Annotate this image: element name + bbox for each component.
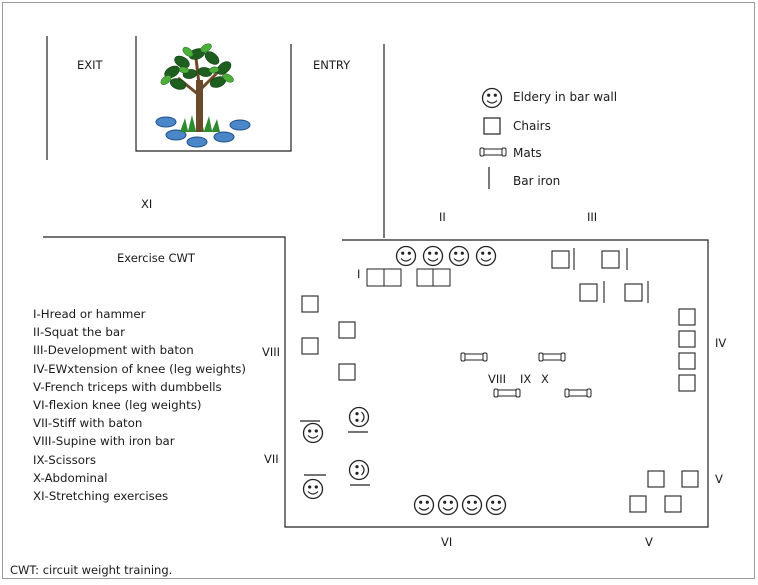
entry-label: ENTRY: [313, 58, 351, 72]
station-label-viii-mid: VIII: [488, 372, 507, 386]
station-label-vi: VI: [441, 535, 453, 549]
chair-square-icon: [484, 118, 500, 134]
station-label-v-right: V: [715, 472, 723, 486]
exercise-item: VII-Stiff with baton: [33, 416, 143, 431]
exercise-item: IV-EWxtension of knee (leg weights): [33, 361, 247, 376]
pond: [187, 137, 207, 147]
legend-chairs-label: Chairs: [513, 119, 551, 133]
station-i-chairs: [367, 269, 450, 286]
area-xi-label: XI: [141, 197, 153, 211]
station-iv-chairs: [679, 309, 695, 391]
exercise-item: IX-Scissors: [33, 452, 96, 467]
legend-mats-label: Mats: [513, 146, 542, 160]
tree-icon: [156, 42, 250, 147]
station-label-iv: IV: [715, 336, 727, 350]
exercise-item: VIII-Supine with iron bar: [33, 434, 175, 449]
station-iii-equipment: [552, 248, 648, 303]
station-viii-chairs: [302, 296, 355, 380]
exercise-list-title: Exercise CWT: [117, 251, 195, 265]
pond: [156, 117, 176, 127]
exercise-item: XI-Stretching exercises: [33, 488, 169, 503]
exercise-item: II-Squat the bar: [33, 325, 125, 340]
station-label-i: I: [357, 267, 361, 281]
exercise-item: V-French triceps with dumbbells: [33, 379, 222, 394]
pond: [214, 132, 234, 142]
mat-icon: [480, 148, 506, 156]
footnote: CWT: circuit weight training.: [10, 563, 173, 577]
exercise-item: VI-flexion knee (leg weights): [33, 397, 202, 412]
station-label-viii-left: VIII: [262, 345, 281, 359]
legend-bar-iron-label: Bar iron: [513, 174, 561, 188]
station-label-x: X: [541, 372, 549, 386]
legend-elderly-label: Eldery in bar wall: [513, 90, 618, 104]
smiley-face-icon: [483, 89, 502, 108]
elderly-top-row: [397, 247, 496, 266]
elderly-bottom-row: [415, 496, 506, 515]
exercise-item: X-Abdominal: [33, 470, 108, 485]
pond: [230, 120, 250, 130]
station-label-vii: VII: [264, 452, 279, 466]
exercise-item: III-Development with baton: [33, 343, 194, 358]
station-label-ix: IX: [520, 372, 532, 386]
exercise-list: [33, 305, 246, 505]
station-vii-elderly: [300, 408, 370, 499]
station-label-v-bottom: V: [645, 535, 653, 549]
exercise-item: I-Hread or hammer: [33, 307, 146, 321]
station-label-ii: II: [439, 210, 446, 224]
station-v-chairs: [630, 471, 698, 512]
exit-label: EXIT: [77, 58, 103, 72]
station-label-iii: III: [587, 210, 598, 224]
